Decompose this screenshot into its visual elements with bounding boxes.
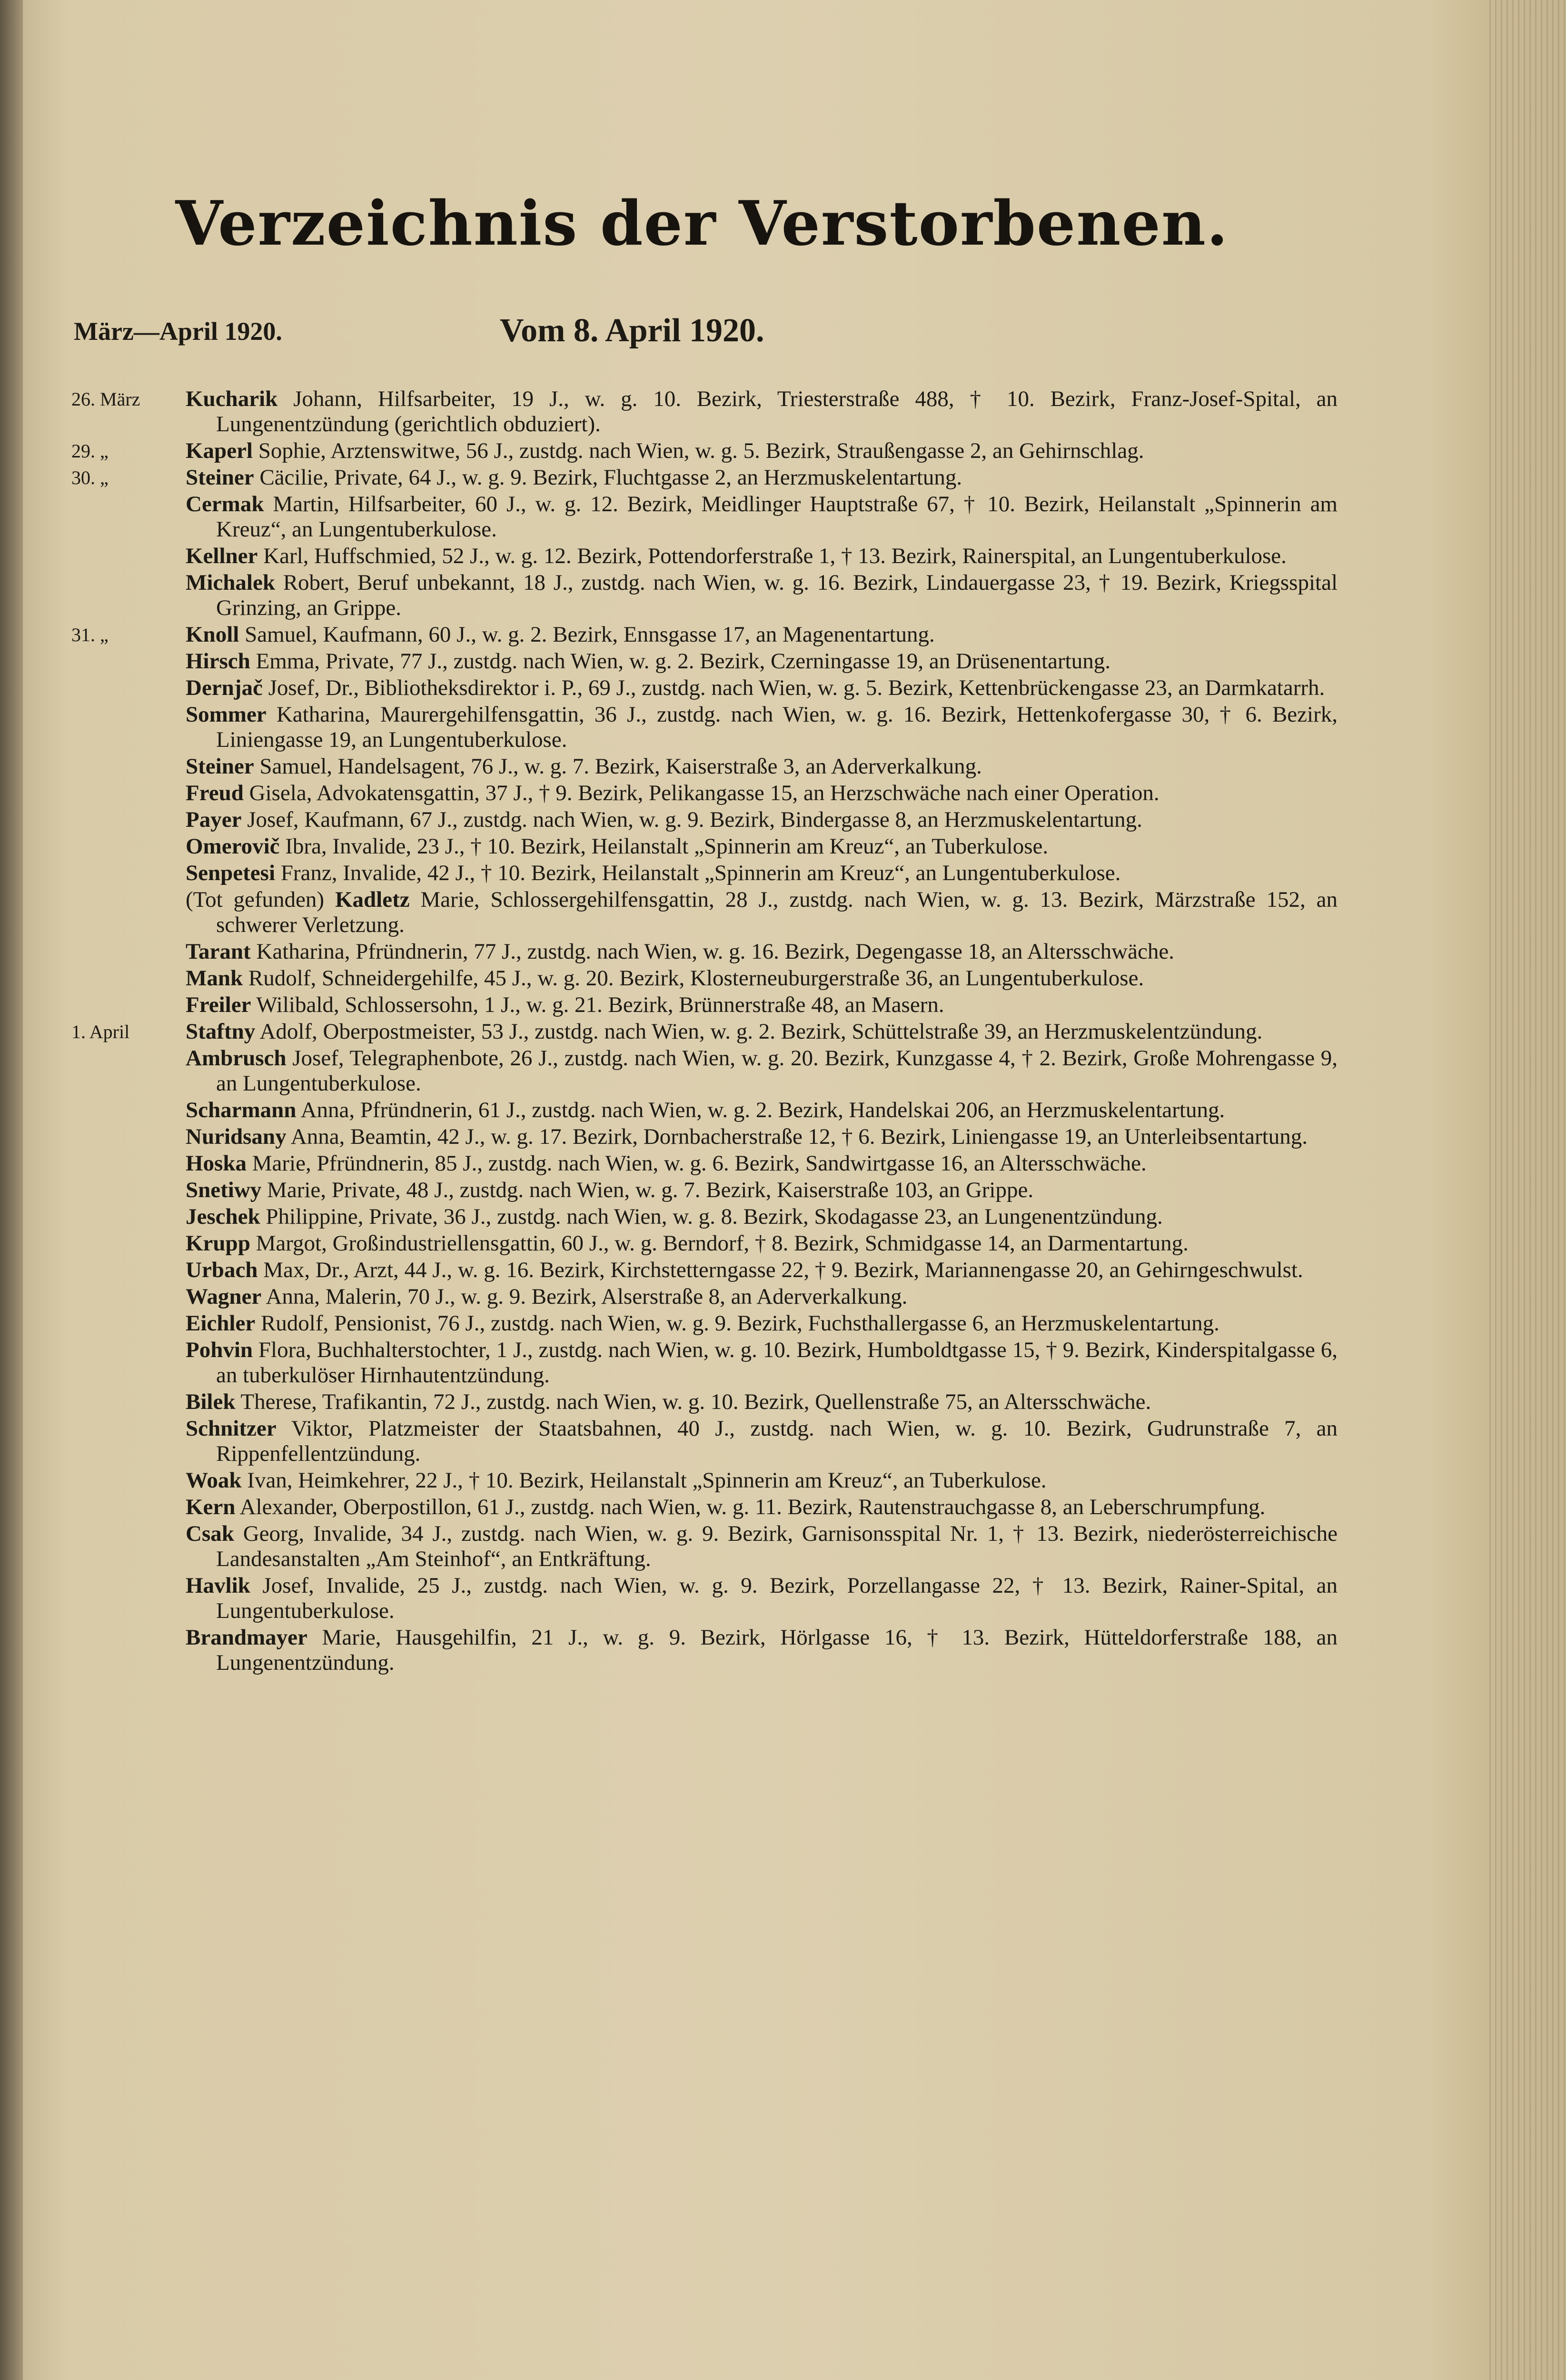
entry-text [186, 649, 1338, 674]
entry-details: Josef, Telegraphenbote, 26 J., zustdg. nach Wien, w. g. 20. Bezirk, Kunzgasse 4, † 2. Bezirk, Große Mohrengasse 9, an Lungentuberkulose. [216, 1046, 1338, 1096]
entry-surname: Mank [186, 966, 243, 991]
entry-text [186, 1625, 1338, 1676]
list-item [71, 1284, 1338, 1309]
list-item [71, 1204, 1338, 1230]
entry-surname: Nuridsany [186, 1124, 287, 1149]
list-item [71, 887, 1338, 938]
entry-prefix: (Tot gefunden) [186, 887, 325, 912]
list-item [71, 754, 1338, 779]
entry-details: Josef, Invalide, 25 J., zustdg. nach Wien, w. g. 9. Bezirk, Porzellangasse 22, † 13. Bezirk, Rainer-Spital, an Lungentuberkulose. [216, 1573, 1338, 1623]
entry-details: Johann, Hilfsarbeiter, 19 J., w. g. 10. Bezirk, Triesterstraße 488, † 10. Bezirk, Franz-Josef-Spital, an Lungenentzündung (gerichtlich obduziert). [216, 387, 1338, 436]
entry-text [186, 492, 1338, 542]
entry-surname: Steiner [186, 465, 254, 490]
date-range: März—April 1920. [74, 317, 282, 346]
entry-text [186, 861, 1338, 886]
entry-details: Karl, Huffschmied, 52 J., w. g. 12. Bezirk, Pottendorferstraße 1, † 13. Bezirk, Rainerspital, an Lungentuberkulose. [263, 544, 1287, 568]
list-item [71, 438, 1338, 464]
issue-date: Vom 8. April 1920. [500, 312, 764, 349]
entry-details: Adolf, Oberpostmeister, 53 J., zustdg. nach Wien, w. g. 2. Bezirk, Schüttelstraße 39, an Herzmuskelentzündung. [259, 1019, 1263, 1044]
entry-surname: Payer [186, 807, 242, 832]
entry-text [186, 1284, 1338, 1309]
entry-surname: Urbach [186, 1258, 258, 1282]
entry-date: 29. „ [71, 440, 109, 462]
entry-details: Marie, Hausgehilfin, 21 J., w. g. 9. Bezirk, Hörlgasse 16, † 13. Bezirk, Hütteldorferstraße 188, an Lungenentzündung. [216, 1625, 1338, 1675]
list-item [71, 781, 1338, 806]
entry-details: Ibra, Invalide, 23 J., † 10. Bezirk, Heilanstalt „Spinnerin am Kreuz“, an Tuberkulose. [285, 834, 1049, 859]
entry-surname: Dernjač [186, 675, 263, 700]
list-item [71, 675, 1338, 701]
entry-surname: Staftny [186, 1019, 256, 1044]
entry-surname: Kucharik [186, 387, 278, 411]
entry-text [186, 387, 1338, 437]
entry-details: Rudolf, Schneidergehilfe, 45 J., w. g. 20. Bezirk, Klosterneuburgerstraße 36, an Lungentuberkulose. [248, 966, 1144, 991]
list-item [71, 622, 1338, 647]
list-item [71, 387, 1338, 437]
list-item [71, 1019, 1338, 1044]
entry-surname: Snetiwy [186, 1178, 262, 1202]
entry-surname: Omerovič [186, 834, 280, 859]
entry-text [186, 1231, 1338, 1256]
entry-text [186, 1311, 1338, 1336]
entry-surname: Brandmayer [186, 1625, 307, 1650]
entry-text [186, 570, 1338, 621]
list-item [71, 649, 1338, 674]
entry-surname: Bilek [186, 1389, 236, 1414]
entry-text [186, 465, 1338, 490]
entry-surname: Senpetesi [186, 861, 275, 885]
entry-surname: Woak [186, 1468, 242, 1493]
entry-surname: Michalek [186, 570, 275, 595]
list-item [71, 570, 1338, 621]
entry-surname: Tarant [186, 939, 251, 964]
list-item [71, 861, 1338, 886]
entry-details: Philippine, Private, 36 J., zustdg. nach Wien, w. g. 8. Bezirk, Skodagasse 23, an Lungenentzündung. [266, 1204, 1163, 1229]
list-item [71, 1098, 1338, 1123]
entry-surname: Kadletz [335, 887, 410, 912]
entry-text [186, 807, 1338, 833]
list-item [71, 1338, 1338, 1388]
entry-surname: Freiler [186, 992, 251, 1017]
entry-text [186, 1338, 1338, 1388]
entry-details: Flora, Buchhalterstochter, 1 J., zustdg. nach Wien, w. g. 10. Bezirk, Humboldtgasse 15, † 9. Bezirk, Kinderspitalgasse 6, an tuberkulöser Hirnhautentzündung. [216, 1338, 1338, 1388]
entry-text [186, 966, 1338, 991]
entry-details: Anna, Pfründnerin, 61 J., zustdg. nach Wien, w. g. 2. Bezirk, Handelskai 206, an Herzmuskelentartung. [300, 1098, 1225, 1122]
entry-details: Anna, Malerin, 70 J., w. g. 9. Bezirk, Alserstraße 8, an Aderverkalkung. [266, 1284, 908, 1309]
death-register-list [71, 387, 1338, 1677]
entry-text [186, 1258, 1338, 1283]
entry-details: Robert, Beruf unbekannt, 18 J., zustdg. nach Wien, w. g. 16. Bezirk, Lindauergasse 23, † 19. Bezirk, Kriegsspital Grinzing, an Grippe. [216, 570, 1338, 620]
list-item [71, 1389, 1338, 1415]
list-item [71, 1495, 1338, 1520]
entry-date: 31. „ [71, 624, 109, 645]
page-title: Verzeichnis der Verstorbenen. [175, 188, 1229, 259]
list-item [71, 1046, 1338, 1096]
entry-details: Katharina, Pfründnerin, 77 J., zustdg. nach Wien, w. g. 16. Bezirk, Degengasse 18, an Altersschwäche. [256, 939, 1174, 964]
entry-details: Cäcilie, Private, 64 J., w. g. 9. Bezirk, Fluchtgasse 2, an Herzmuskelentartung. [259, 465, 962, 490]
entry-surname: Pohvin [186, 1338, 253, 1362]
entry-details: Sophie, Arztenswitwe, 56 J., zustdg. nach Wien, w. g. 5. Bezirk, Straußengasse 2, an Gehirnschlag. [258, 438, 1144, 463]
entry-details: Marie, Pfründnerin, 85 J., zustdg. nach Wien, w. g. 6. Bezirk, Sandwirtgasse 16, an Altersschwäche. [252, 1151, 1147, 1176]
entry-surname: Ambrusch [186, 1046, 287, 1071]
entry-date: 1. April [71, 1021, 130, 1042]
entry-details: Margot, Großindustriellensgattin, 60 J., w. g. Berndorf, † 8. Bezirk, Schmidgasse 14, an Darmentartung. [256, 1231, 1189, 1256]
entry-text [186, 1098, 1338, 1123]
list-item [71, 966, 1338, 991]
entry-surname: Schnitzer [186, 1416, 277, 1441]
list-item [71, 702, 1338, 753]
list-item [71, 992, 1338, 1018]
entry-details: Samuel, Kaufmann, 60 J., w. g. 2. Bezirk, Ennsgasse 17, an Magenentartung. [245, 622, 935, 647]
entry-surname: Sommer [186, 702, 267, 727]
list-item [71, 465, 1338, 490]
list-item [71, 544, 1338, 569]
entry-surname: Krupp [186, 1231, 250, 1256]
list-item [71, 1231, 1338, 1256]
entry-surname: Freud [186, 781, 244, 805]
list-item [71, 1311, 1338, 1336]
entry-surname: Eichler [186, 1311, 256, 1336]
list-item [71, 1151, 1338, 1176]
entry-text [186, 1573, 1338, 1624]
entry-text [186, 1521, 1338, 1572]
entry-details: Josef, Dr., Bibliotheksdirektor i. P., 69 J., zustdg. nach Wien, w. g. 5. Bezirk, Kettenbrückengasse 23, an Darmkatarrh. [268, 675, 1325, 700]
entry-details: Marie, Schlossergehilfensgattin, 28 J., zustdg. nach Wien, w. g. 13. Bezirk, Märzstraße 152, an schwerer Verletzung. [216, 887, 1338, 937]
entry-text [186, 1389, 1338, 1415]
entry-text [186, 1468, 1338, 1493]
binding-gutter [0, 0, 23, 2380]
entry-date: 26. März [71, 388, 140, 410]
entry-text [186, 754, 1338, 779]
entry-surname: Cermak [186, 492, 264, 516]
entry-surname: Kaperl [186, 438, 253, 463]
entry-details: Max, Dr., Arzt, 44 J., w. g. 16. Bezirk, Kirchstetterngasse 22, † 9. Bezirk, Mariannengasse 20, an Gehirngeschwulst. [263, 1258, 1303, 1282]
entry-details: Alexander, Oberpostillon, 61 J., zustdg. nach Wien, w. g. 11. Bezirk, Rautenstrauchgasse 8, an Leberschrumpfung. [239, 1495, 1266, 1519]
entry-details: Ivan, Heimkehrer, 22 J., † 10. Bezirk, Heilanstalt „Spinnerin am Kreuz“, an Tuberkulose. [247, 1468, 1047, 1493]
entry-details: Emma, Private, 77 J., zustdg. nach Wien, w. g. 2. Bezirk, Czerningasse 19, an Drüsenentartung. [256, 649, 1110, 674]
entry-details: Viktor, Platzmeister der Staatsbahnen, 40 J., zustdg. nach Wien, w. g. 10. Bezirk, Gudrunstraße 7, an Rippenfellentzündung. [216, 1416, 1338, 1466]
entry-text [186, 1046, 1338, 1096]
entry-surname: Steiner [186, 754, 254, 779]
list-item [71, 492, 1338, 542]
entry-surname: Kern [186, 1495, 236, 1519]
entry-text [186, 887, 1338, 938]
entry-surname: Knoll [186, 622, 239, 647]
list-item [71, 1573, 1338, 1624]
entry-details: Marie, Private, 48 J., zustdg. nach Wien, w. g. 7. Bezirk, Kaiserstraße 103, an Grippe. [267, 1178, 1034, 1202]
entry-details: Georg, Invalide, 34 J., zustdg. nach Wien, w. g. 9. Bezirk, Garnisonsspital Nr. 1, † 13. Bezirk, niederösterreichische Landesanstalten „Am Steinhof“, an Entkräftung. [216, 1521, 1338, 1571]
entry-details: Martin, Hilfsarbeiter, 60 J., w. g. 12. Bezirk, Meidlinger Hauptstraße 67, † 10. Bezirk, Heilanstalt „Spinnerin am Kreuz“, an Lungentuberkulose. [216, 492, 1338, 542]
list-item [71, 939, 1338, 964]
entry-text [186, 1124, 1338, 1150]
list-item [71, 1124, 1338, 1150]
entry-details: Therese, Trafikantin, 72 J., zustdg. nach Wien, w. g. 10. Bezirk, Quellenstraße 75, an Altersschwäche. [240, 1389, 1151, 1414]
entry-surname: Scharmann [186, 1098, 297, 1122]
list-item [71, 1178, 1338, 1203]
entry-text [186, 675, 1338, 701]
entry-details: Anna, Beamtin, 42 J., w. g. 17. Bezirk, Dornbacherstraße 12, † 6. Bezirk, Liniengasse 19, an Unterleibsentartung. [290, 1124, 1308, 1149]
entry-details: Katharina, Maurergehilfensgattin, 36 J., zustdg. nach Wien, w. g. 16. Bezirk, Hettenkofergasse 30, † 6. Bezirk, Liniengasse 19, an Lungentuberkulose. [216, 702, 1338, 752]
entry-text [186, 1178, 1338, 1203]
entry-details: Josef, Kaufmann, 67 J., zustdg. nach Wien, w. g. 9. Bezirk, Bindergasse 8, an Herzmuskelentartung. [247, 807, 1142, 832]
entry-details: Wilibald, Schlossersohn, 1 J., w. g. 21. Bezirk, Brünnerstraße 48, an Masern. [256, 992, 944, 1017]
entry-text [186, 702, 1338, 753]
entry-surname: Havlik [186, 1573, 250, 1598]
entry-details: Franz, Invalide, 42 J., † 10. Bezirk, Heilanstalt „Spinnerin am Kreuz“, an Lungentuberkulose. [280, 861, 1121, 885]
entry-text [186, 438, 1338, 464]
entry-surname: Jeschek [186, 1204, 260, 1229]
entry-surname: Csak [186, 1521, 234, 1546]
entry-text [186, 834, 1338, 859]
entry-text [186, 1019, 1338, 1044]
list-item [71, 1416, 1338, 1467]
entry-text [186, 622, 1338, 647]
entry-details: Samuel, Handelsagent, 76 J., w. g. 7. Bezirk, Kaiserstraße 3, an Aderverkalkung. [259, 754, 982, 779]
entry-details: Rudolf, Pensionist, 76 J., zustdg. nach Wien, w. g. 9. Bezirk, Fuchsthallergasse 6, an Herzmuskelentartung. [260, 1311, 1219, 1336]
entry-text [186, 1495, 1338, 1520]
entry-text [186, 781, 1338, 806]
entry-text [186, 939, 1338, 964]
entry-surname: Hoska [186, 1151, 247, 1176]
entry-date: 30. „ [71, 467, 109, 488]
entry-surname: Hirsch [186, 649, 250, 674]
list-item [71, 1521, 1338, 1572]
entry-text [186, 1416, 1338, 1467]
entry-text [186, 1204, 1338, 1230]
list-item [71, 1258, 1338, 1283]
page-edge [1485, 0, 1566, 2380]
entry-surname: Kellner [186, 544, 258, 568]
entry-surname: Wagner [186, 1284, 262, 1309]
list-item [71, 834, 1338, 859]
entry-details: Gisela, Advokatensgattin, 37 J., † 9. Bezirk, Pelikangasse 15, an Herzschwäche nach einer Operation. [249, 781, 1160, 805]
list-item [71, 1625, 1338, 1676]
entry-text [186, 992, 1338, 1018]
list-item [71, 1468, 1338, 1493]
list-item [71, 807, 1338, 833]
entry-text [186, 1151, 1338, 1176]
entry-text [186, 544, 1338, 569]
